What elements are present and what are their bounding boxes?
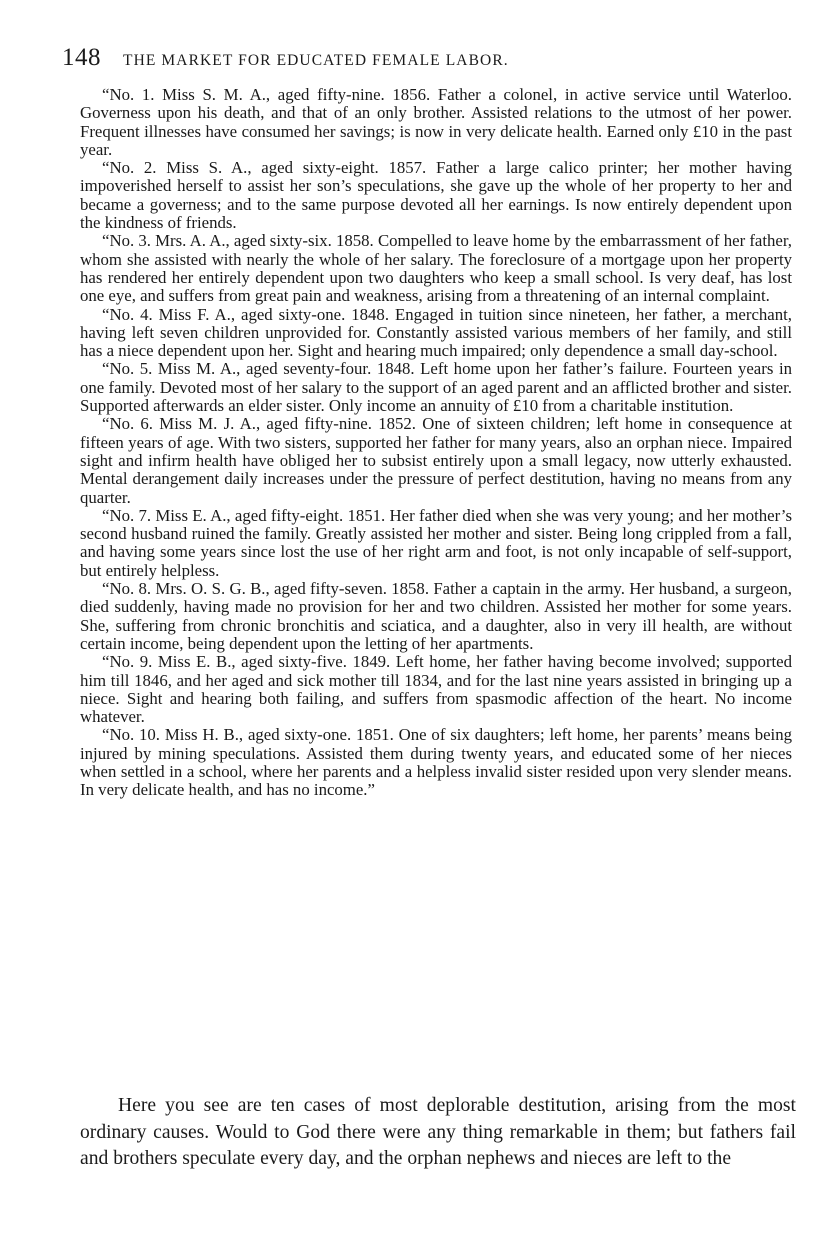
- case-paragraph-4: “No. 4. Miss F. A., aged sixty-one. 1848. Engaged in tuition since nineteen, her father, a merchant, having left seven children unprovided for. Constantly assisted various members of her family, and still has a niece dependent upon her. Sight and hearing much impaired; only dependence a small day-school.: [80, 304, 792, 361]
- page-number: 148: [62, 44, 101, 71]
- case-paragraph-1: “No. 1. Miss S. M. A., aged fifty-nine. 1856. Father a colonel, in active service until Waterloo. Governess upon his death, and that of an only brother. Assisted relations to the utmost of her power. Frequent illnesses have consumed her savings; is now in very delicate health. Earned only £10 in the past year.: [80, 85, 792, 159]
- commentary-paragraph: Here you see are ten cases of most deplorable destitution, arising from the most ordinary causes. Would to God there were any thing remarkable in them; but fathers fail and brothers speculate every day, and the orphan nephews and nieces are left to the: [80, 1095, 796, 1169]
- running-head-title: THE MARKET FOR EDUCATED FEMALE LABOR.: [123, 52, 509, 69]
- case-paragraph-6: “No. 6. Miss M. J. A., aged fifty-nine. 1852. One of sixteen children; left home in consequence at fifteen years of age. With two sisters, supported her father for many years, also an orphan niece. Impaired sight and infirm health have obliged her to subsist entirely upon a small legacy, now utterly exhausted. Mental derangement daily increases under the pressure of perfect destitution, having no means from any quarter.: [80, 414, 792, 507]
- case-paragraph-9: “No. 9. Miss E. B., aged sixty-five. 1849. Left home, her father having become involved; supported him till 1846, and her aged and sick mother till 1834, and for the last nine years assisted in bringing up a niece. Sight and hearing both failing, and suffers from spasmodic affection of the heart. No income whatever.: [80, 652, 792, 727]
- case-paragraph-8: “No. 8. Mrs. O. S. G. B., aged fifty-seven. 1858. Father a captain in the army. Her husband, a surgeon, died suddenly, having made no provision for her and two children. Assisted her mother for some years. She, suffering from chronic bronchitis and sciatica, and a daughter, also in very ill health, are without certain income, being dependent upon the letting of her apartments.: [80, 579, 792, 653]
- commentary-block: [80, 1093, 796, 1173]
- case-list: [80, 86, 792, 800]
- case-paragraph-2: “No. 2. Miss S. A., aged sixty-eight. 1857. Father a large calico printer; her mother having impoverished herself to assist her son’s speculations, she gave up the whole of her property to her and became a governess; and to the same purpose devoted all her earnings. Is now entirely dependent upon the kindness of friends.: [80, 158, 792, 233]
- case-paragraph-3: “No. 3. Mrs. A. A., aged sixty-six. 1858. Compelled to leave home by the embarrassment of her father, whom she assisted with nearly the whole of her salary. The foreclosure of a mortgage upon her property has rendered her entirely dependent upon two daughters who keep a small school. Is very deaf, has lost one eye, and suffers from great pain and weakness, arising from a threatening of an internal complaint.: [80, 231, 792, 306]
- case-paragraph-10: “No. 10. Miss H. B., aged sixty-one. 1851. One of six daughters; left home, her parents’ means being injured by mining speculations. Assisted them during twenty years, and educated some of her nieces when settled in a school, where her parents and a helpless invalid sister resided upon very slender means. In very delicate health, and has no income.”: [80, 725, 792, 800]
- case-paragraph-7: “No. 7. Miss E. A., aged fifty-eight. 1851. Her father died when she was very young; and her mother’s second husband ruined the family. Greatly assisted her mother and sister. Being long crippled from a fall, and having some years since lost the use of her right arm and foot, is not only incapable of self-support, but entirely helpless.: [80, 505, 792, 580]
- case-paragraph-5: “No. 5. Miss M. A., aged seventy-four. 1848. Left home upon her father’s failure. Fourteen years in one family. Devoted most of her salary to the support of an aged parent and an afflicted brother and sister. Supported afterwards an elder sister. Only income an annuity of £10 from a charitable institution.: [80, 359, 792, 416]
- running-head: [62, 44, 802, 74]
